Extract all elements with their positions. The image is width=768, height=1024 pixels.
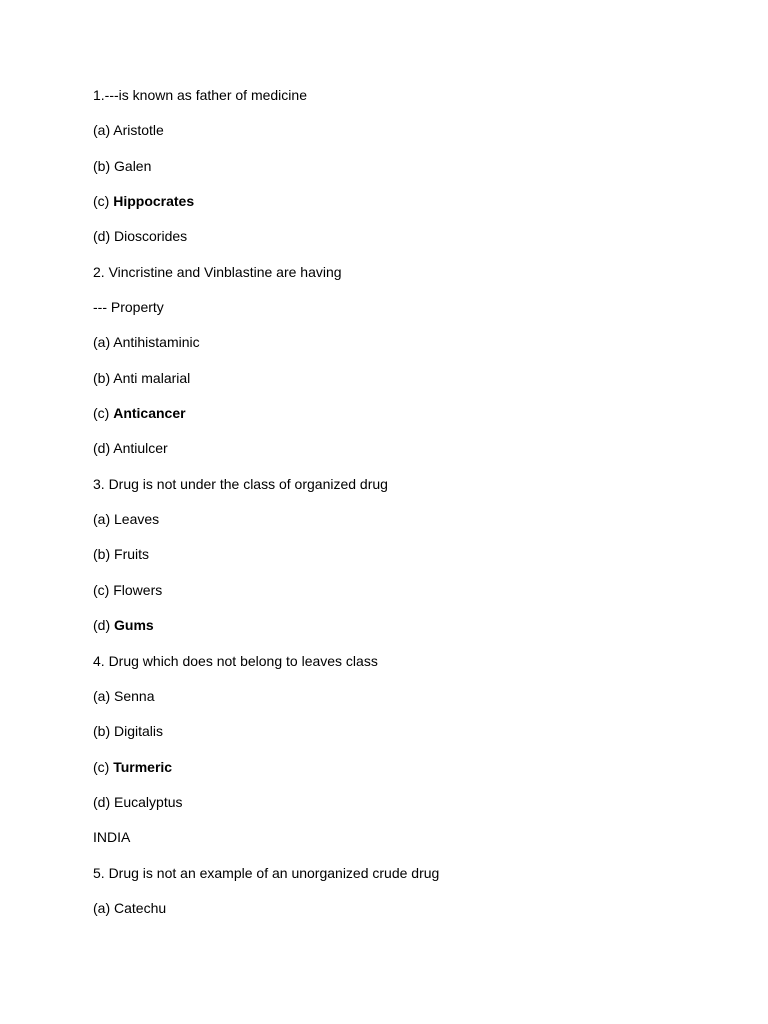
option-label: (c) (93, 193, 110, 210)
option-label: (a) (93, 511, 111, 528)
answer-option (93, 369, 713, 404)
answer-option (93, 121, 713, 156)
option-text: Fruits (114, 546, 150, 563)
answer-option (93, 899, 713, 934)
answer-option (93, 227, 713, 262)
option-text: Catechu (114, 899, 167, 916)
correct-answer-text: Gums (114, 617, 154, 634)
answer-option (93, 758, 713, 793)
answer-option (93, 581, 713, 616)
option-label: (d) (93, 793, 111, 810)
answer-option (93, 192, 713, 227)
option-label: (a) (93, 899, 111, 916)
question-text: 2. Vincristine and Vinblastine are having (93, 263, 342, 280)
document-page (93, 86, 713, 934)
option-label: (b) (93, 546, 111, 563)
answer-option (93, 439, 713, 474)
option-label: (d) (93, 440, 111, 457)
option-label: (c) (93, 581, 110, 598)
option-text: Flowers (113, 581, 163, 598)
option-text: Galen (114, 157, 152, 174)
option-label: (b) (93, 723, 111, 740)
correct-answer-text: Hippocrates (113, 193, 195, 210)
answer-option (93, 510, 713, 545)
correct-answer-text: Turmeric (113, 758, 173, 775)
question-text: 1.---is known as father of medicine (93, 87, 307, 103)
correct-answer-text: Anticancer (113, 405, 186, 422)
option-text: Antihistaminic (113, 334, 200, 351)
question-text: --- Property (93, 299, 164, 316)
option-text: Antiulcer (113, 440, 168, 457)
question-text: 4. Drug which does not belong to leaves class (93, 652, 378, 669)
option-label: (b) (93, 369, 111, 386)
answer-option (93, 545, 713, 580)
option-text: Anti malarial (113, 369, 191, 386)
option-label: (a) (93, 687, 111, 704)
option-label: (b) (93, 157, 111, 174)
option-text: Senna (114, 687, 155, 704)
question-text: 3. Drug is not under the class of organized drug (93, 475, 388, 492)
answer-option (93, 616, 713, 651)
option-label: (c) (93, 758, 110, 775)
option-label: (a) (93, 334, 111, 351)
answer-option (93, 722, 713, 757)
answer-option (93, 333, 713, 368)
answer-option (93, 157, 713, 192)
question-text: INDIA (93, 829, 131, 846)
option-label: (a) (93, 122, 111, 139)
option-text: Eucalyptus (114, 793, 183, 810)
answer-option (93, 404, 713, 439)
option-text: Aristotle (113, 122, 164, 139)
option-text: Dioscorides (114, 228, 188, 245)
option-label: (d) (93, 228, 111, 245)
option-label: (d) (93, 617, 111, 634)
answer-option (93, 687, 713, 722)
question-text: 5. Drug is not an example of an unorganized crude drug (93, 864, 440, 881)
option-text: Digitalis (114, 723, 164, 740)
option-label: (c) (93, 405, 110, 422)
answer-option (93, 793, 713, 828)
option-text: Leaves (114, 511, 160, 528)
